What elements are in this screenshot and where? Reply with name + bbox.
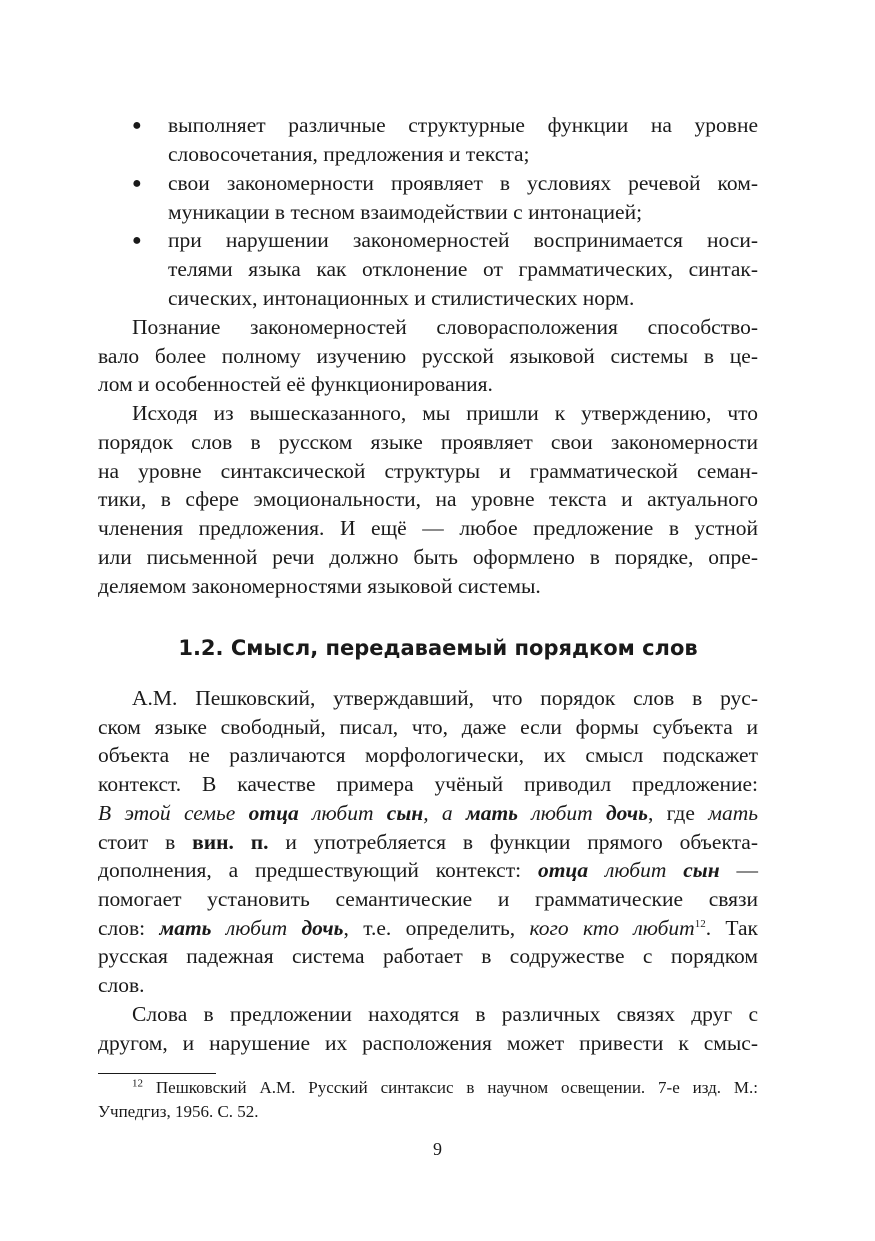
section-heading: 1.2. Смысл, передаваемый порядком слов: [178, 636, 698, 660]
example-sentence-text: любит: [298, 801, 387, 825]
para3-line-10: русская падежная система работает в содружестве с порядком: [98, 944, 758, 968]
para3-line-2: ском языке свободный, писал, что, даже если формы субъекта и: [98, 715, 758, 739]
para2-line-5: членения предложения. И ещё — любое предложение в устной: [98, 516, 758, 540]
bullet-2-line-2: муникации в тесном взаимодействии с интонацией;: [168, 200, 643, 224]
footnote-reference[interactable]: 12: [694, 917, 706, 930]
example-word-mat: мать: [465, 801, 519, 825]
para4-line-1: Слова в предложении находятся в различных связях друг с: [132, 1002, 758, 1026]
example-word-otca: отца: [248, 801, 299, 825]
plain-text: —: [719, 858, 759, 882]
example-word-syn: сын: [683, 858, 720, 882]
plain-text: слов:: [98, 916, 160, 940]
para4-line-2: другом, и нарушение их расположения может привести к смыс-: [98, 1031, 758, 1055]
para2-line-4: тики, в сфере эмоциональности, на уровне текста и актуального: [98, 487, 758, 511]
plain-text: дополнения, а предшествующий контекст:: [98, 858, 538, 882]
bullet-icon: ●: [132, 175, 142, 192]
para1-line-1: Познание закономерностей словорасположения способство-: [132, 315, 758, 339]
para3-line-9: [98, 914, 758, 943]
para3-line-4: контекст. В качестве примера учёный приводил предложение:: [98, 772, 758, 796]
case-abbreviation: вин. п.: [192, 830, 269, 854]
para3-line-3: объекта не различаются морфологически, их смысл подскажет: [98, 743, 758, 767]
plain-text: . Так: [705, 916, 758, 940]
example-phrase: кого кто любит: [529, 916, 695, 940]
para3-line-5: [98, 799, 758, 828]
para1-line-3: лом и особенностей её функционирования.: [98, 372, 493, 396]
bullet-3-line-1: при нарушении закономерностей воспринимается носи-: [168, 228, 758, 252]
plain-text: , где: [647, 801, 709, 825]
para1-line-2: вало более полному изучению русской языковой системы в це-: [98, 344, 758, 368]
page-number: 9: [433, 1139, 442, 1159]
para3-line-1: А.М. Пешковский, утверждавший, что порядок слов в рус-: [132, 686, 758, 710]
example-sentence-text: любит: [588, 858, 684, 882]
para2-line-3: на уровне синтаксической структуры и грамматической семан-: [98, 459, 758, 483]
example-word-mat: мать: [159, 916, 212, 940]
example-comma: ,: [423, 801, 442, 825]
example-word-doch: дочь: [301, 916, 344, 940]
plain-text: стоит в: [98, 830, 193, 854]
para3-line-6: [98, 828, 758, 857]
para2-line-1: Исходя из вышесказанного, мы пришли к утверждению, что: [132, 401, 758, 425]
footnote-text: Пешковский А.М. Русский синтаксис в научном освещении. 7-е изд. М.:: [143, 1078, 758, 1097]
bullet-icon: ●: [132, 232, 142, 249]
para2-line-7: деляемом закономерностями языковой системы.: [98, 574, 541, 598]
example-sentence-text: а: [441, 801, 466, 825]
bullet-1-line-1: выполняет различные структурные функции на уровне: [168, 113, 758, 137]
footnote-line-2: Учпедгиз, 1956. С. 52.: [98, 1102, 259, 1121]
para3-line-8: помогает установить семантические и грамматические связи: [98, 887, 758, 911]
example-sentence-text: В этой семье: [98, 801, 249, 825]
plain-text: , т.е. определить,: [343, 916, 530, 940]
para3-line-11: слов.: [98, 973, 145, 997]
para3-line-7: [98, 856, 758, 885]
bullet-icon: ●: [132, 117, 142, 134]
example-word-doch: дочь: [606, 801, 648, 825]
bullet-2-line-1: свои закономерности проявляет в условиях речевой ком-: [168, 171, 758, 195]
example-word-syn: сын: [386, 801, 424, 825]
example-sentence-text: любит: [211, 916, 302, 940]
example-sentence-text: любит: [518, 801, 606, 825]
bullet-3-line-3: сических, интонационных и стилистических норм.: [168, 286, 635, 310]
footnote-number: 12: [132, 1077, 143, 1090]
bullet-3-line-2: телями языка как отклонение от грамматических, синтак-: [168, 257, 758, 281]
para2-line-2: порядок слов в русском языке проявляет свои закономерности: [98, 430, 758, 454]
bullet-1-line-2: словосочетания, предложения и текста;: [168, 142, 530, 166]
example-word-mat: мать: [708, 801, 759, 825]
footnote-divider: [98, 1073, 216, 1074]
plain-text: и употребляется в функции прямого объекта-: [268, 830, 758, 854]
example-word-otca: отца: [537, 858, 589, 882]
footnote-line-1: [132, 1076, 758, 1100]
para2-line-6: или письменной речи должно быть оформлено в порядке, опре-: [98, 545, 758, 569]
